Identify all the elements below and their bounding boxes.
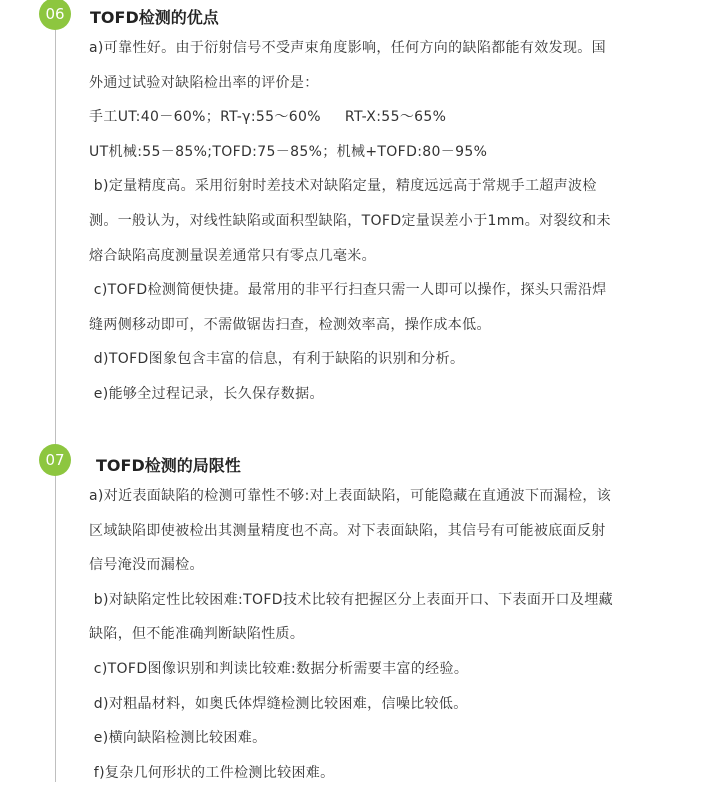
body-line: 区域缺陷即使被检出其测量精度也不高。对下表面缺陷，其信号有可能被底面反射 xyxy=(89,522,606,539)
body-line: a)对近表面缺陷的检测可靠性不够:对上表面缺陷，可能隐藏在直通波下而漏检，该 xyxy=(89,488,612,504)
body-line: b)定量精度高。采用衍射时差技术对缺陷定量，精度远远高于常规手工超声波检 xyxy=(89,178,597,195)
body-line: 手工UT:40－60%；RT-γ:55～60% RT-X:55～65% xyxy=(89,109,447,126)
body-line: d)TOFD图象包含丰富的信息，有利于缺陷的识别和分析。 xyxy=(89,351,465,368)
section-body xyxy=(89,31,689,412)
body-line: c)TOFD检测简便快捷。最常用的非平行扫查只需一人即可以操作，探头只需沿焊 xyxy=(89,282,607,299)
body-line: 熔合缺陷高度测量误差通常只有零点几毫米。 xyxy=(89,247,376,264)
body-line: e)横向缺陷检测比较困难。 xyxy=(89,730,267,747)
body-line: d)对粗晶材料，如奥氏体焊缝检测比较困难，信噪比较低。 xyxy=(89,695,468,712)
body-line: b)对缺陷定性比较困难:TOFD技术比较有把握区分上表面开口、下表面开口及埋藏 xyxy=(89,591,613,608)
body-line: UT机械:55－85%;TOFD:75－85%；机械+TOFD:80－95% xyxy=(89,143,488,160)
body-line: 缝两侧移动即可，不需做锯齿扫查，检测效率高，操作成本低。 xyxy=(89,316,491,333)
section-number-badge: 07 xyxy=(39,444,71,476)
body-line: e)能够全过程记录，长久保存数据。 xyxy=(89,385,324,402)
body-line: 缺陷，但不能准确判断缺陷性质。 xyxy=(89,626,305,643)
body-line: 测。一般认为，对线性缺陷或面积型缺陷，TOFD定量误差小于1mm。对裂纹和未 xyxy=(89,212,611,229)
section-title: TOFD检测的局限性 xyxy=(96,456,241,475)
timeline-line xyxy=(55,0,56,782)
section-number-badge: 06 xyxy=(39,0,71,30)
section-title: TOFD检测的优点 xyxy=(90,8,219,27)
body-line: a)可靠性好。由于衍射信号不受声束角度影响，任何方向的缺陷都能有效发现。国 xyxy=(89,40,606,56)
body-line: 外通过试验对缺陷检出率的评价是： xyxy=(89,74,319,91)
body-line: 信号淹没而漏检。 xyxy=(89,557,204,574)
body-line: f)复杂几何形状的工件检测比较困难。 xyxy=(89,764,335,781)
body-line: c)TOFD图像识别和判读比较难:数据分析需要丰富的经验。 xyxy=(89,660,469,677)
section-body xyxy=(89,479,689,790)
